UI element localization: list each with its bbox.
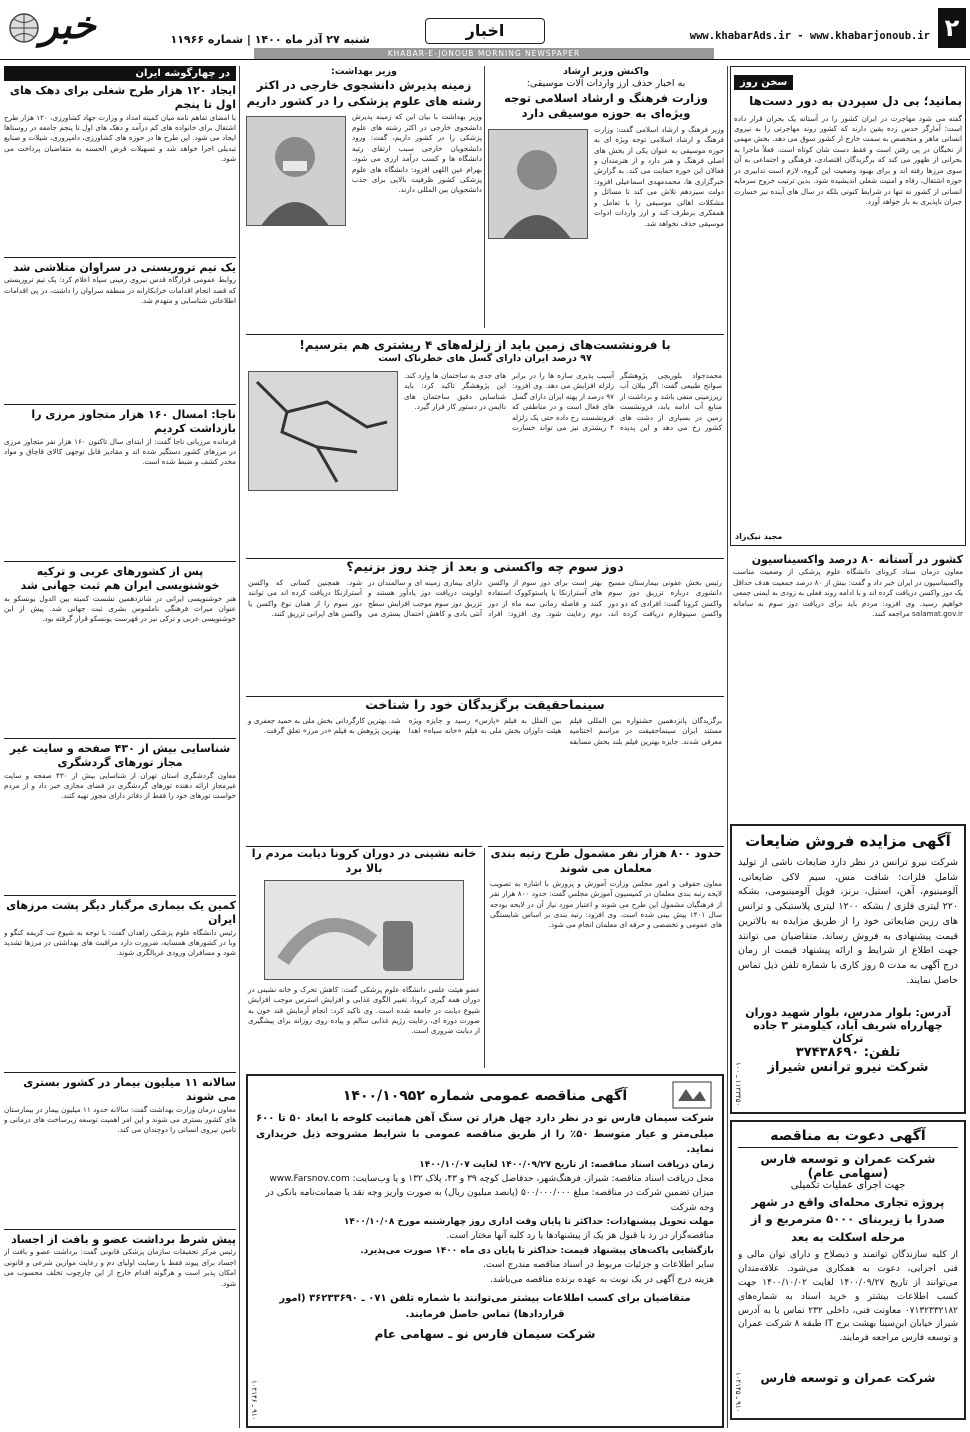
- cement-line-4: مهلت تحویل پیشنهادات: حداکثر تا پایان وقت اداری روز چهارشنبه مورخ ۱۴۰۰/۱۰/۰۸: [343, 1217, 714, 1228]
- cement-line-2: محل دریافت اسناد مناقصه: شیراز، فرهنگ‌شهر، حدفاصل کوچه ۳۹ و ۴۳، پلاک ۱۳۲ و یا وب‌سایت: www.Farsnov.com: [269, 1173, 714, 1184]
- middle-area: [246, 66, 724, 1428]
- regional-tag: در چهارگوشه ایران: [4, 66, 236, 81]
- health-minister-story: [246, 66, 482, 332]
- list-item: [4, 565, 236, 735]
- column-divider: [727, 66, 728, 1428]
- quake-story: [246, 334, 724, 556]
- page-number: ۲: [938, 8, 966, 48]
- news-body: معاون گردشگری استان تهران از شناسایی بیش از ۴۳۰ صفحه و سایت غیرمجاز ارائه دهنده تورهای گردشگری در فضای مجازی خبر داد و از مردم خواست تورهای خود را فقط از دفاتر دارای مجوز تهیه کنند.: [4, 770, 236, 801]
- auction-address-2: چهارراه شریف آباد، کیلومتر ۳ جاده ترکان: [753, 1019, 943, 1045]
- news-title: پیش شرط برداشت عضو و بافت از اجساد: [11, 1233, 236, 1246]
- news-body: معاون درمان وزارت بهداشت گفت: سالانه حدود ۱۱ میلیون بیمار در بیمارستان های کشور بستری می شوند و این امر اهمیت توسعه زیرساخت های درمانی و تامین نیروی انسانی را دوچندان می کند.: [4, 1104, 236, 1135]
- editorial-title: بمانید؛ بی دل سپردن به دور دست‌ها: [749, 94, 962, 108]
- health-minister-photo: [246, 116, 346, 226]
- cement-tender-lead: شرکت سیمان فارس نو در نظر دارد چهل هزار تن سنگ آهن هماتیت کلوخه با ابعاد ۵۰ تا ۶۰۰ میلی‌متر و عیار متوسط ۵۰٪ را از طریق مناقصه عمومی با شرایط مشروحه ذیل خریداری نماید.: [256, 1113, 715, 1155]
- person-icon: [246, 117, 345, 226]
- news-title: سالانه ۱۱ میلیون بیمار در کشور بستری می شوند: [23, 1076, 236, 1104]
- news-body: رئیس مرکز تحقیقات سازمان پزشکی قانونی گفت: برداشت عضو و بافت از اجساد برای پیوند فقط با رضایت اولیای دم و رعایت موازین شرعی و قانونی امکان پذیر است و هرگونه اقدام خارج از این چارچوب تخلف محسوب می شود.: [4, 1247, 236, 1288]
- newspaper-logo: [6, 4, 116, 52]
- cracked-ground-photo: [248, 371, 398, 491]
- right-column: [730, 66, 966, 1428]
- cinema-body: برگزیدگان پانزدهمین جشنواره بین المللی فیلم مستند ایران سینماحقیقت در مراسم اختتامیه معرفی شدند. جایزه بهترین فیلم بلند بخش مسابقه بین الملل به فیلم «پارس» رسید و جایزه ویژه هیئت داوران بخش ملی به فیلم «خانه سیاه» اهدا شد. بهترین کارگردانی بخش ملی به حمید جعفری و بهترین پژوهش به فیلم «در مرز» تعلق گرفت.: [248, 715, 722, 746]
- masthead-rule: [0, 59, 970, 60]
- news-body: روابط عمومی قرارگاه قدس نیروی زمینی سپاه اعلام کرد: یک تیم تروریستی که قصد انجام اقدامات خرابکارانه در منطقه سراوان را داشت، در پی اقدامات اطلاعاتی شناسایی و منهدم شد.: [4, 275, 236, 306]
- diabetes-body: عضو هیئت علمی دانشگاه علوم پزشکی گفت: کاهش تحرک و خانه نشینی در دوران همه گیری کرونا، تغییر الگوی غذایی و افزایش استرس موجب افزایش شیوع دیابت در جامعه شده است. وی تاکید کرد: انجام آزمایش قند خون به صورت دوره ای، رعایت رژیم غذایی سالم و پیاده روی روزانه برای پیشگیری از دیابت ضروری است.: [248, 984, 480, 1036]
- cinema-headline: سینماحقیقت برگزیدگان خود را شناخت: [365, 697, 605, 712]
- issue-date: شنبه ۲۷ آذر ماه ۱۴۰۰ | شماره ۱۱۹۶۶: [170, 33, 370, 46]
- news-title: شناسایی بیش از ۴۳۰ صفحه و سایت غیر مجاز تورهای گردشگری: [9, 742, 231, 770]
- cement-line-6: بازگشایی پاکت‌های پیشنهاد قیمت: حداکثر تا پایان دی ماه ۱۴۰۰ صورت می‌پذیرد.: [360, 1245, 714, 1256]
- cement-logo: [672, 1081, 712, 1109]
- story1-body: وزیر فرهنگ و ارشاد اسلامی گفت: وزارت فرهنگ و ارشاد اسلامی توجه ویژه ای به حوزه موسیقی به عنوان یکی از بخش های اصلی فرهنگ و هنر دارد و از هنرمندان و فعالان این حوزه حمایت می کند. به گزارش خبرگزاری ها، محمدمهدی اسماعیلی افزود: دولت سیزدهم تلاش می کند تا مسائل و مشکلات اهالی موسیقی را با تعامل و همفکری برطرف کند و ارز واردات ادوات موسیقی حذف نخواهد شد.: [594, 124, 724, 228]
- tender-company-footer: شرکت عمران و توسعه فارس: [760, 1370, 936, 1385]
- booster-body: رئیس بخش عفونی بیمارستان مسیح دانشوری درباره تزریق دوز سوم واکسن کرونا گفت: افرادی که دو دوز واکسن سینوفارم دریافت کرده اند، بهتر است برای دوز سوم از واکسن های آسترازنکا یا پاستوکووک استفاده کنند و فاصله زمانی سه ماه از دوز دوم رعایت شود. وی افزود: افراد دارای بیماری زمینه ای و سالمندان در اولویت دریافت دوز یادآور هستند و تزریق دوز سوم موجب افزایش سطح آنتی بادی و کاهش احتمال بستری می شود. همچنین کسانی که واکسن آسترازنکا دریافت کرده اند می توانند دوز سوم را از همان نوع واکسن یا واکسن های ایرانی تزریق کنند.: [248, 577, 722, 619]
- person-icon: [488, 130, 587, 239]
- story1-kicker-2: به اخبار حذف ارز واردات آلات موسیقی:: [526, 78, 686, 90]
- cement-line-8: هزینه درج آگهی در یک نوبت به عهده برنده مناقصه می‌باشد.: [490, 1274, 714, 1285]
- list-item: [4, 84, 236, 254]
- cement-line-7: سایر اطلاعات و جزئیات مربوط در اسناد مناقصه مندرج است.: [483, 1260, 714, 1271]
- editorial-body: گفته می شود مهاجرت در ایران کشور را در آستانه یک بحران قرار داده است؛ آمارگر حدس زده یقین دارند که کشور روند مهاجرتی را به نیروی انسانی ماهر و متخصص به سمت خارج از کشور سوق می دهد. بخش مهمی از نخبگان در پی رفتن است و فقط دست شان کوتاه است. فعلاً ماجرا به بحرانی از ظهور می کند که برگزیدگان اقتصادی، فرهنگی و اجتماعی به آن سوی مرزها رفته اند و برای بهبود وضعیت این گروه، لازم است تدابیری در حوزه اشتغال، رفاه و امنیت شغلی اندیشیده شود. بدین ترتیب خروج سرمایه انسانی از کشور نه تنها در شرایط کنونی بلکه در سال های آینده نیز خسارت جبران ناپذیری به بار خواهد آورد.: [734, 113, 962, 207]
- glucose-meter-icon: [263, 881, 463, 981]
- column-divider: [484, 848, 485, 1068]
- cement-code: ۹۱۰ ـ ۱۰۲۱۴۶: [250, 1379, 258, 1420]
- story2-headline: زمینه پذیرش دانشجوی خارجی در اکثر رشته های علوم پزشکی را در کشور داریم: [246, 78, 482, 108]
- diabetes-headline: خانه نشینی در دوران کرونا دیابت مردم را بالا برد: [251, 847, 477, 875]
- minister-photo: [488, 129, 588, 239]
- auction-phone: تلفن: ۳۷۴۳۸۶۹۰: [795, 1045, 901, 1060]
- teachers-headline: حدود ۸۰۰ هزار نفر مشمول طرح رتبه بندی معلمان می شوند: [490, 847, 722, 875]
- list-item: [4, 1076, 236, 1226]
- news-title: کمین یک بیماری مرگبار دیگر پشت مرزهای ایران: [6, 899, 236, 927]
- cinema-story: [246, 696, 724, 844]
- news-body: رئیس دانشگاه علوم پزشکی زاهدان گفت: با توجه به شیوع تب کریمه کنگو و وبا در کشورهای همسایه، ضرورت دارد مراقبت های بهداشتی در مرزها تشدید شود و مسافران ورودی غربالگری شوند.: [4, 927, 236, 958]
- tender-project: پروژه تجاری محله‌ای واقع در شهر صدرا با زیربنای ۵۰۰۰ مترمربع و از مرحله اسکلت به بعد: [750, 1195, 946, 1244]
- vaccine-title: کشور در آستانه ۸۰ درصد واکسیناسیون: [751, 553, 963, 566]
- auction-address: آدرس: بلوار مدرس، بلوار شهید دوران: [745, 1006, 951, 1019]
- news-body: هنر خوشنویسی ایرانی در شانزدهمین نشست کمیته بین الدول یونسکو به عنوان میراث فرهنگی ناملموس بشری ثبت جهانی شد. پیش از این خوشنویسی عربی و ترکی نیز در فهرست یونسکو قرار گرفته بود.: [4, 593, 236, 624]
- editorial-box: [730, 66, 966, 546]
- news-title: پس از کشورهای عربی و ترکیه خوشنویسی ایران هم ثبت جهانی شد: [20, 565, 220, 593]
- teachers-body: معاون حقوقی و امور مجلس وزارت آموزش و پرورش با اشاره به تصویب لایحه رتبه بندی معلمان در کمیسیون آموزش مجلس گفت: حدود ۸۰۰ هزار نفر از فرهنگیان مشمول این طرح می شوند و اعتبار مورد نیاز آن در لایحه بودجه سال ۱۴۰۱ پیش بینی شده است. وی افزود: رتبه بندی بر اساس شایستگی های عمومی و تخصصی و حرفه ای معلمان انجام می شود.: [490, 878, 722, 930]
- news-title: یک تیم تروریستی در سراوان متلاشی شد: [13, 261, 236, 274]
- auction-code: ۱۱۲۳۴۵۰ ـ ۱۰۰: [734, 1061, 742, 1106]
- crack-icon: [248, 372, 397, 491]
- cement-line-5: مناقصه‌گزار در رد یا قبول هر یک از پیشنهادها یا رد کلیه آنها مختار است.: [446, 1231, 714, 1242]
- section-title: اخبار: [425, 18, 545, 44]
- news-title: ناجا: امسال ۱۶۰ هزار متجاوز مرزی را بازداشت کردیم: [31, 408, 236, 436]
- teachers-story: [488, 846, 724, 1070]
- tender-title: آگهی دعوت به مناقصه: [738, 1128, 958, 1148]
- story2-kicker: وزیر بهداشت:: [331, 66, 397, 77]
- logo-text: خبر: [40, 4, 96, 47]
- minister-culture-story: [488, 66, 724, 332]
- list-item: [4, 261, 236, 401]
- tender-body: از کلیه سازندگان توانمند و ذیصلاح و دارای توان مالی و فنی اجرایی، دعوت به همکاری می‌شود. علاقه‌مندان می‌توانند از تاریخ ۱۴۰۰/۰۹/۲۷ لغایت ۱۴۰۰/۱۰/۰۲ جهت کسب اطلاعات بیشتر و خرید اسناد به شماره‌های ۰۷۱۳۲۳۳۲۱۸۲ معاونت فنی، داخلی ۲۳۲ تماس یا به آدرس شیراز خیابان ابن‌سینا بهشت برج IT طبقه ۸ شرکت عمران و توسعه فارس مراجعه فرمایند.: [738, 1249, 958, 1344]
- website-line: www.khabarAds.ir - www.khabarjonoub.ir: [689, 30, 930, 42]
- diabetes-story: [246, 846, 482, 1070]
- quake-body: محمدجواد بلوریچی پژوهشگر سوانح طبیعی گفت: اگر بیلان آب زیرزمینی منفی باشد و برداشت از منابع آب ادامه یابد، فرونشست زمین در بسیاری از دشت های کشور رخ می دهد و این پدیده آسیب پذیری سازه ها را در برابر زلزله افزایش می دهد. وی افزود: ۹۷ درصد از پهنه ایران دارای گسل های فعال است و در مناطقی که فرونشست رخ داده حتی یک زلزله ۴ ریشتری نیز می تواند خسارت های جدی به ساختمان ها وارد کند. این پژوهشگر تاکید کرد: باید شناسایی دقیق ساختمان های ناایمن در دستور کار قرار گیرد.: [404, 371, 722, 433]
- auction-title: آگهی مزایده فروش ضایعات: [745, 832, 951, 850]
- list-item: [4, 742, 236, 892]
- blood-test-photo: [264, 880, 464, 980]
- vaccine-story: [730, 550, 966, 820]
- editorial-author: مجید نیک‌زاد: [735, 532, 783, 541]
- auction-ad: [730, 824, 966, 1114]
- auction-body: شرکت نیرو ترانس در نظر دارد ضایعات ناشی از تولید شامل فلزات: شافت مس، سیم لاکی ضایعاتی، آلومینیوم، آهن، استیل، برنز، فویل آلومینیومی، بشکه ۲۲۰ لیتری فلزی / بشکه ۱۲۰۰ لیتری پلاستیکی و ترانس های رزین ضایعاتی خود را از طریق مزایده به بالاترین قیمت پیشنهادی به فروش رساند. متقاضیان می توانند جهت اطلاع از شرایط و ارائه پیشنهاد قیمت از زمان درج آگهی به مدت ۵ روز کاری با شماره تلفن ذیل تماس حاصل نمایند.: [738, 857, 958, 986]
- cement-contact: متقاضیان برای کسب اطلاعات بیشتر می‌توانند با شماره تلفن ۰۷۱ ـ ۳۶۲۳۳۶۹۰ (امور قراردادها) تماس حاصل فرمایند.: [279, 1293, 691, 1321]
- list-item: [4, 899, 236, 1069]
- news-title: ایجاد ۱۲۰ هزار طرح شغلی برای دهک های اول تا پنجم: [9, 84, 236, 112]
- tender-code: ۹۱۰ ـ ۱۰۲۱۴۵: [734, 1371, 742, 1412]
- tender-subtitle: جهت اجرای عملیات تکمیلی: [790, 1180, 906, 1191]
- story1-kicker: واکنش وزیر ارشاد: [563, 66, 649, 77]
- news-body: فرمانده مرزبانی ناجا گفت: از ابتدای سال تاکنون ۱۶۰ هزار نفر متجاوز مرزی در مرزهای کشور دستگیر شده اند و مقادیر قابل توجهی کالای قاچاق و مواد مخدر کشف و ضبط شده است.: [4, 436, 236, 467]
- cement-tender-ad: [246, 1074, 724, 1428]
- masthead-strap: KHABAR-E-JONOUB MORNING NEWSPAPER: [254, 48, 714, 59]
- cement-line-3: میزان تضمین شرکت در مناقصه: مبلغ ۵۰۰/۰۰۰/۰۰۰ (پانصد میلیون ریال) به صورت واریز وجه نقد یا ضمانت‌نامه بانکی در وجه شرکت: [265, 1188, 714, 1213]
- list-item: [4, 408, 236, 558]
- story2-body: وزیر بهداشت با بیان این که زمینه پذیرش دانشجوی خارجی در اکثر رشته های علوم پزشکی را در کشور داریم، گفت: ورود دانشجویان خارجی سبب ارتقای رتبه دانشگاه ها و کسب درآمد ارزی می شود. بهرام عین اللهی افزود: دانشگاه های علوم پزشکی کشور ظرفیت بالایی برای جذب دانشجویان بین المللی دارند.: [352, 112, 482, 195]
- editorial-tag: سخن روز: [734, 75, 793, 90]
- auction-company: شرکت نیرو ترانس شیراز: [767, 1060, 929, 1075]
- booster-story: [246, 558, 724, 694]
- booster-headline: دوز سوم چه واکسنی و بعد از چند روز بزنیم؟: [346, 559, 624, 574]
- quake-subhead: ۹۷ درصد ایران دارای گسل های خطرناک است: [378, 353, 592, 365]
- cement-line-1: زمان دریافت اسناد مناقصه: از تاریخ ۱۴۰۰/۰۹/۲۷ لغایت ۱۴۰۰/۱۰/۰۷: [419, 1159, 714, 1170]
- vaccine-body: معاون درمان ستاد کرونای دانشگاه علوم پزشکی از وضعیت مناسب واکسیناسیون در ایران خبر داد و گفت: بیش از ۸۰ درصد جمعیت هدف حداقل یک دوز واکسن دریافت کرده اند و با ادامه روند فعلی به زودی به ایمنی جمعی خواهیم رسید. وی افزود: مردم باید برای دریافت دوز سوم به سامانه salamat.gov.ir مراجعه کنند.: [733, 567, 963, 619]
- quake-headline: با فرونشست‌های زمین باید از زلزله‌های ۴ ریشتری هم بترسیم!: [299, 338, 671, 352]
- story1-headline: وزارت فرهنگ و ارشاد اسلامی توجه ویژه‌ای به حوزه موسیقی دارد: [504, 90, 708, 121]
- news-body: با امضای تفاهم نامه میان کمیته امداد و وزارت جهاد کشاورزی، ۱۲۰ هزار طرح اشتغال برای خانواده های کم درآمد و دهک های اول تا پنجم جامعه در روستاها ایجاد می شود. این طرح ها در حوزه های کشاورزی، دامپروری، شیلات و صنایع تبدیلی اجرا خواهد شد و تسهیلات قرض الحسنه به متقاضیان پرداخت می شود.: [4, 112, 236, 164]
- left-column: [4, 66, 240, 1428]
- company-logo-icon: [672, 1081, 712, 1109]
- tender-company: شرکت عمران و توسعه فارس (سهامی عام): [760, 1152, 936, 1180]
- list-item: [4, 1233, 236, 1403]
- tender-ad: [730, 1120, 966, 1420]
- cement-signature: شرکت سیمان فارس نو ـ سهامی عام: [374, 1327, 596, 1342]
- masthead: [0, 0, 970, 60]
- cement-tender-title: آگهی مناقصه عمومی شماره ۱۴۰۰/۱۰۹۵۲: [342, 1088, 628, 1104]
- column-divider: [484, 66, 485, 328]
